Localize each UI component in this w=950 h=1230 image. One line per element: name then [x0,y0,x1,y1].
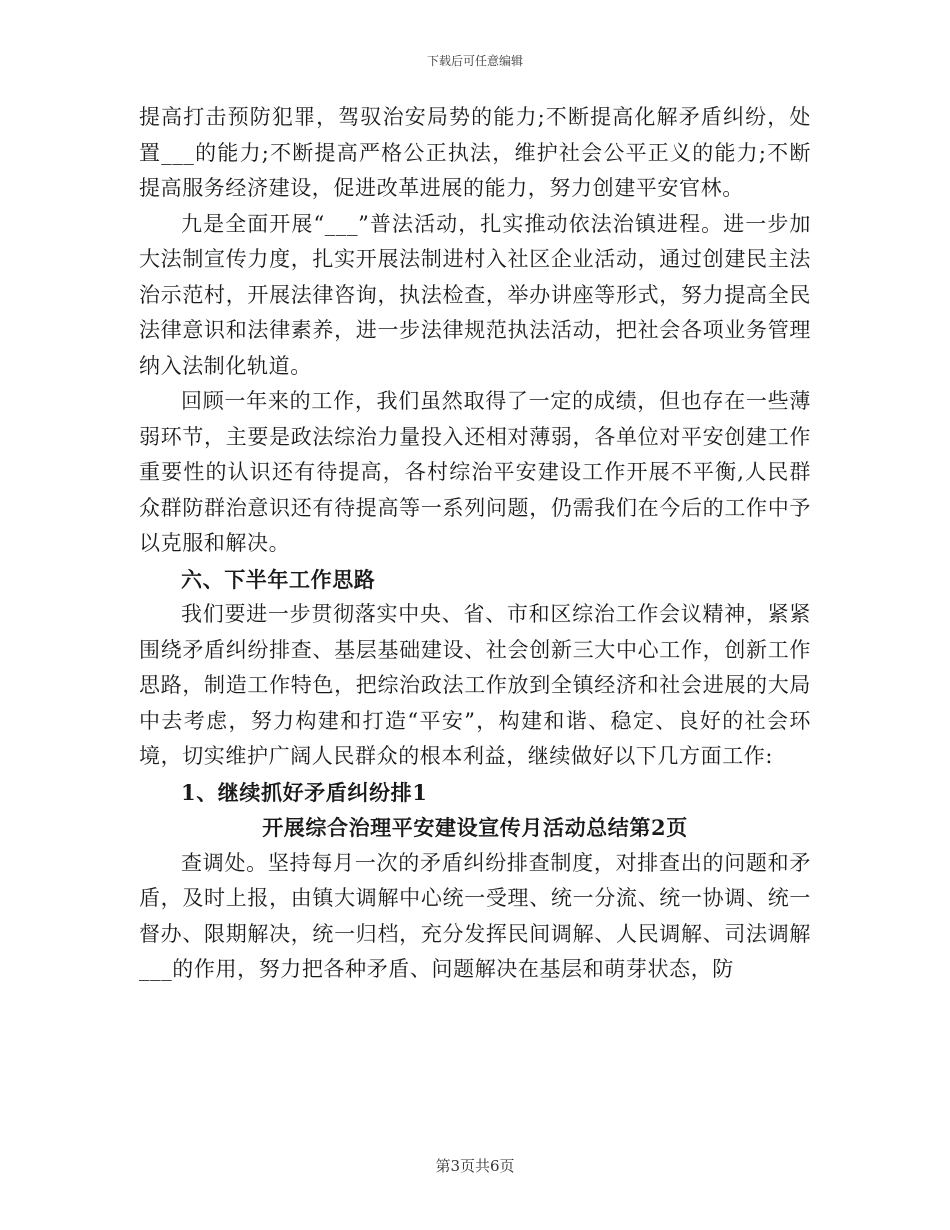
paragraph-work-plan: 我们要进一步贯彻落实中央、省、市和区综治工作会议精神，紧紧围绕矛盾纠纷排查、基层基础建设、社会创新三大中心工作，创新工作思路，制造工作特色，把综治政法工作放到全镇经济和社会进展的大局中去考虑，努力构建和打造“平安”，构建和谐、稳定、良好的社会环境，切实维护广阔人民群众的根本利益，继续做好以下几方面工作: [139,602,811,768]
paragraph-continued: 提高打击预防犯罪，驾驭治安局势的能力;不断提高化解矛盾纠纷，处置___的能力;不断提高严格公正执法，维护社会公平正义的能力;不断提高服务经济建设，促进改革进展的能力，努力创建平安官林。 [139,105,811,200]
paragraph-review: 回顾一年来的工作，我们虽然取得了一定的成绩，但也存在一些薄弱环节，主要是政法综治力量投入还相对薄弱，各单位对平安创建工作重要性的认识还有待提高，各村综治平安建设工作开展不平衡,人民群众群防群治意识还有待提高等一系列问题，仍需我们在今后的工作中予以克服和解决。 [139,389,811,555]
paragraph-legal-education: 九是全面开展“___”普法活动，扎实推动依法治镇进程。进一步加大法制宣传力度，扎实开展法制进村入社区企业活动，通过创建民主法治示范村，开展法律咨询，执法检查，举办讲座等形式，努力提高全民法律意识和法律素养，进一步法律规范执法活动，把社会各项业务管理纳入法制化轨道。 [139,211,811,378]
page-footer: 第3页共6页 [435,1157,515,1175]
paragraph-dispute-resolution: 查调处。坚持每月一次的矛盾纠纷排查制度，对排查出的问题和矛盾，及时上报，由镇大调解中心统一受理、统一分流、统一协调、统一督办、限期解决，统一归档，充分发挥民间调解、人民调解、司法调解___的作用，努力把各种矛盾、问题解决在基层和萌芽状态，防 [139,850,811,981]
section-heading-6: 六、下半年工作思路 [181,566,376,592]
page-header: 下载后可任意编辑 [426,54,523,68]
document-title: 开展综合治理平安建设宣传月活动总结第2页 [262,815,688,840]
document-body [139,100,811,988]
list-item-1-heading: 1、继续抓好矛盾纠纷排1 [181,779,428,805]
